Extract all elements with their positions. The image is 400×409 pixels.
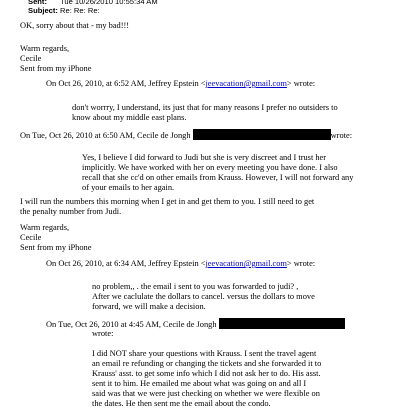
quoted-text: the dates. He then sent me the email about the condo. [92,399,271,408]
redaction-box [193,129,331,140]
sent-value: Tue 10/26/2010 10:55:34 AM [60,0,158,6]
body-text: I will run the numbers this morning when I get in and get them to you. I still need to get [20,197,315,206]
attribution-line: On Oct 26, 2010, at 6:52 AM, Jeffrey Epstein <jeevacation@gmail.com> wrote: [46,79,316,88]
quoted-text: implicitly. We have worked with her on every meeting you have done. I also [82,163,338,172]
email-link[interactable]: jeevacation@gmail.com [205,259,287,268]
quoted-text: recall that she cc'd on other emails from Krauss. However, I will not forward any [82,173,354,182]
quoted-text: of your emails to her again. [82,183,175,192]
quoted-text: After we caclulate the dollars to cancel. versus the dollars to move [92,292,315,301]
attribution-line: On Oct 26, 2010, at 6:34 AM, Jeffrey Epstein <jeevacation@gmail.com> wrote: [46,259,316,268]
signature-line: Warm regards, [20,44,70,53]
quoted-text: an email re refunding or changing the tickets and she forwarded it to [92,359,322,368]
quoted-text: forward, we will make a decision. [92,302,206,311]
signature-line: Warm regards, [20,223,70,232]
subject-value: Re: Re: Re: [60,6,100,15]
quoted-text: no problem,, . the email i sent to you was forwarded to judi? , [92,282,299,291]
attribution-line: On Tue, Oct 26, 2010 at 4:45 AM, Cecile de Jongh [46,318,345,330]
quoted-text: know about my middle east plans. [72,113,187,122]
subject-row [28,6,100,16]
attribution-line: On Tue, Oct 26, 2010 at 6:50 AM, Cecile de Jongh wrote: [20,131,353,140]
body-text: the penalty number from Judi. [20,207,122,216]
email-link[interactable]: jeevacation@gmail.com [205,79,287,88]
quoted-text: Yes, I believe I did forward to Judi but she is very discreet and I trust her [82,153,327,162]
signature-device: Sent from my iPhone [20,64,92,73]
attribution-wrote: wrote: [92,329,114,338]
redaction-box [219,318,345,329]
quoted-text: I did NOT share your questions with Krauss. I sent the travel agent [92,349,317,358]
quoted-text: said was that we were just checking on whether we were flexible on [92,389,320,398]
subject-label: Subject: [28,6,58,15]
signature-name: Cecile [20,233,42,242]
sent-label: Sent: [28,0,47,6]
quoted-text: Krauss' asst. to get some info which I did not ask her to do. His asst. [92,369,321,378]
signature-device: Sent from my iPhone [20,243,92,252]
quoted-text: sent it to him. He emailed me about what was going on and all I [92,379,307,388]
signature-name: Cecile [20,54,42,63]
quoted-text: don't worrry, I understand, its just that for many reasons I prefer no outsiders to [72,103,338,112]
reply-text: OK, sorry about that - my bad!!! [20,21,130,30]
